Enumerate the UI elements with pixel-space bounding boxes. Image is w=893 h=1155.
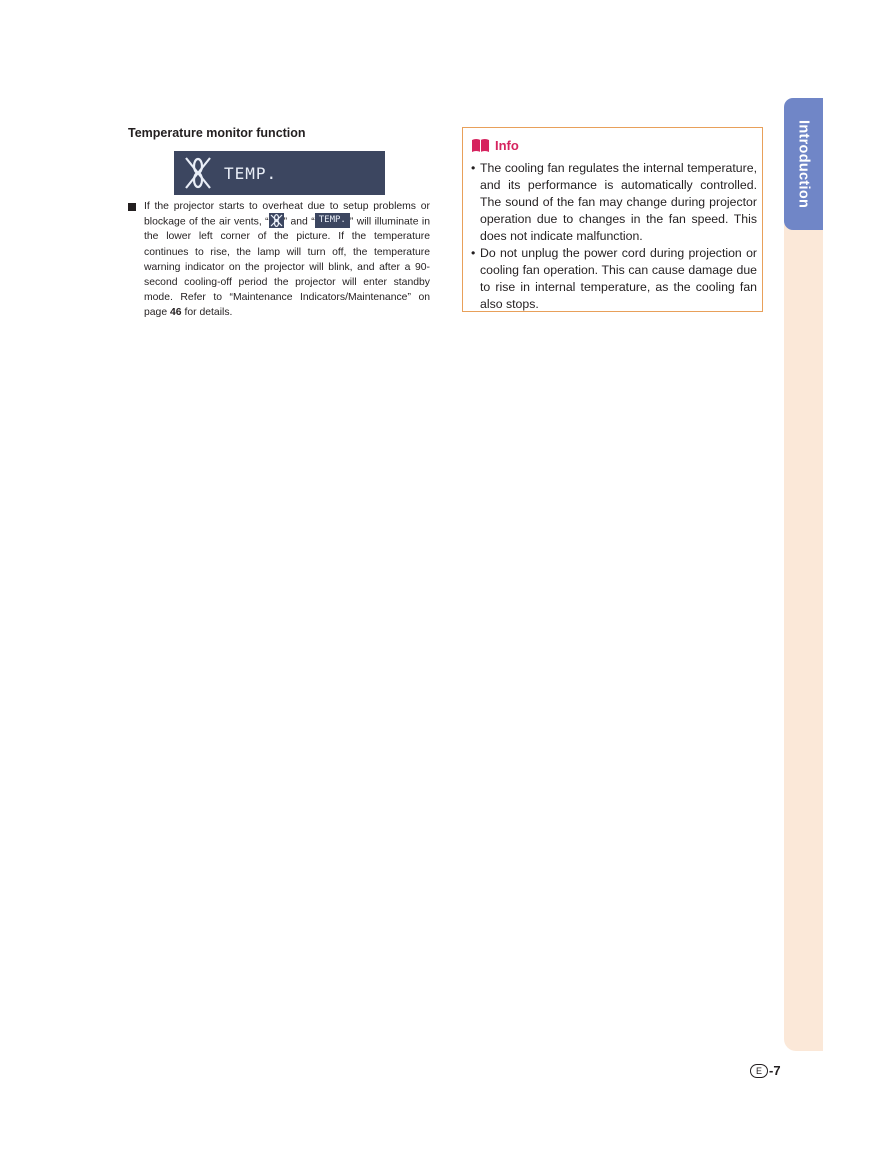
body-text-3: ” will illuminate in the lower left corner of the picture. If the temperature continues to rise, the lamp will turn off, the temperature warning indicator on the projector will blink, and after a 90-second cooling-off period the projector will enter standby mode. Refer to “Maintenance Indicators/Maintenance” on page <box>144 216 430 318</box>
fan-warning-icon-inline <box>269 213 284 228</box>
body-text-1: If the projector starts to overheat due to setup problems or blockage of the air vents, “ <box>144 201 430 228</box>
body-text-4: for details. <box>181 306 233 318</box>
temp-warning-display <box>174 151 385 195</box>
section-heading: Temperature monitor function <box>128 126 306 140</box>
page-reference: 46 <box>170 306 182 318</box>
temperature-description <box>144 199 430 320</box>
language-badge: E <box>750 1064 768 1078</box>
body-text-2: ” and “ <box>283 216 315 228</box>
info-list <box>471 160 757 313</box>
info-item-text: The cooling fan regulates the internal temperature, and its performance is automatically controlled. The sound of the fan may change during projector operation due to changes in the fan speed. This does not indicate malfunction. <box>480 161 757 243</box>
fan-warning-icon <box>184 155 212 191</box>
side-tab-background <box>784 224 823 1051</box>
info-item-text: Do not unplug the power cord during projection or cooling fan operation. This can cause damage due to rise in internal temperature, as the cooling fan also stops. <box>480 246 757 311</box>
page-number <box>750 1063 781 1078</box>
info-item: • Do not unplug the power cord during projection or cooling fan operation. This can cause damage due to rise in internal temperature, as the cooling fan also stops. <box>471 246 757 311</box>
bullet-marker <box>128 203 136 211</box>
side-tab-label-wrap <box>784 98 823 230</box>
info-title: Info <box>495 138 519 153</box>
info-box <box>462 127 763 312</box>
page-number-text: -7 <box>769 1063 781 1078</box>
info-header <box>471 138 519 153</box>
temp-chip-inline: TEMP. <box>315 213 350 228</box>
side-tab-label: Introduction <box>795 119 812 209</box>
book-icon <box>471 138 490 153</box>
info-item: • The cooling fan regulates the internal temperature, and its performance is automatically controlled. The sound of the fan may change during projector operation due to changes in the fan speed. This does not indicate malfunction. <box>471 161 757 243</box>
temp-display-text: TEMP. <box>224 163 278 183</box>
